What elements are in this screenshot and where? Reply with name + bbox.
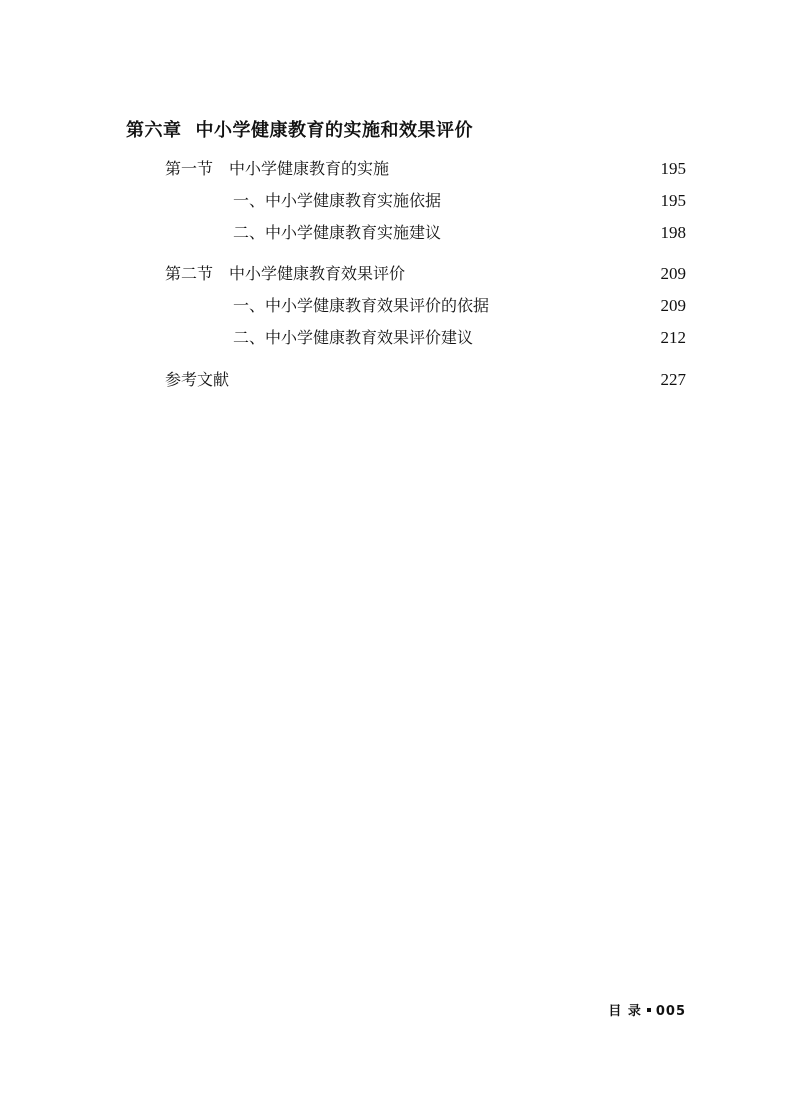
toc-entry-subsection-2-2[interactable]	[0, 326, 790, 350]
subsection-title: 二、中小学健康教育效果评价建议	[233, 328, 474, 347]
toc-entry-subsection-1-1[interactable]	[0, 189, 790, 213]
subsection-page-number: 195	[660, 191, 686, 210]
toc-entry-subsection-1-2[interactable]	[0, 221, 790, 245]
toc-entry-references[interactable]	[0, 368, 790, 392]
separator-dot	[647, 1008, 651, 1012]
subsection-title: 二、中小学健康教育实施建议	[233, 223, 442, 242]
section-title: 中小学健康教育效果评价	[229, 264, 406, 283]
references-page-number: 227	[660, 370, 686, 389]
section-label	[165, 262, 405, 286]
footer-page-number: 005	[655, 1004, 686, 1019]
references-title: 参考文献	[165, 370, 230, 389]
section-label	[165, 157, 389, 181]
subsection-title: 一、中小学健康教育效果评价的依据	[233, 296, 490, 315]
footer-section-name: 目 录	[608, 1004, 642, 1019]
subsection-page-number: 209	[660, 296, 686, 315]
toc-entry-subsection-2-1[interactable]	[0, 294, 790, 318]
section-page-number: 195	[660, 159, 686, 178]
chapter-heading	[126, 116, 473, 142]
chapter-title: 中小学健康教育的实施和效果评价	[195, 120, 473, 141]
section-number: 第一节	[165, 159, 214, 178]
section-number: 第二节	[165, 264, 214, 283]
chapter-number: 第六章	[126, 120, 182, 141]
subsection-page-number: 212	[660, 328, 686, 347]
subsection-page-number: 198	[660, 223, 686, 242]
page-footer	[608, 1000, 686, 1019]
section-page-number: 209	[660, 264, 686, 283]
subsection-title: 一、中小学健康教育实施依据	[233, 191, 442, 210]
section-title: 中小学健康教育的实施	[229, 159, 390, 178]
toc-entry-section-1[interactable]	[0, 157, 790, 181]
toc-entry-section-2[interactable]	[0, 262, 790, 286]
